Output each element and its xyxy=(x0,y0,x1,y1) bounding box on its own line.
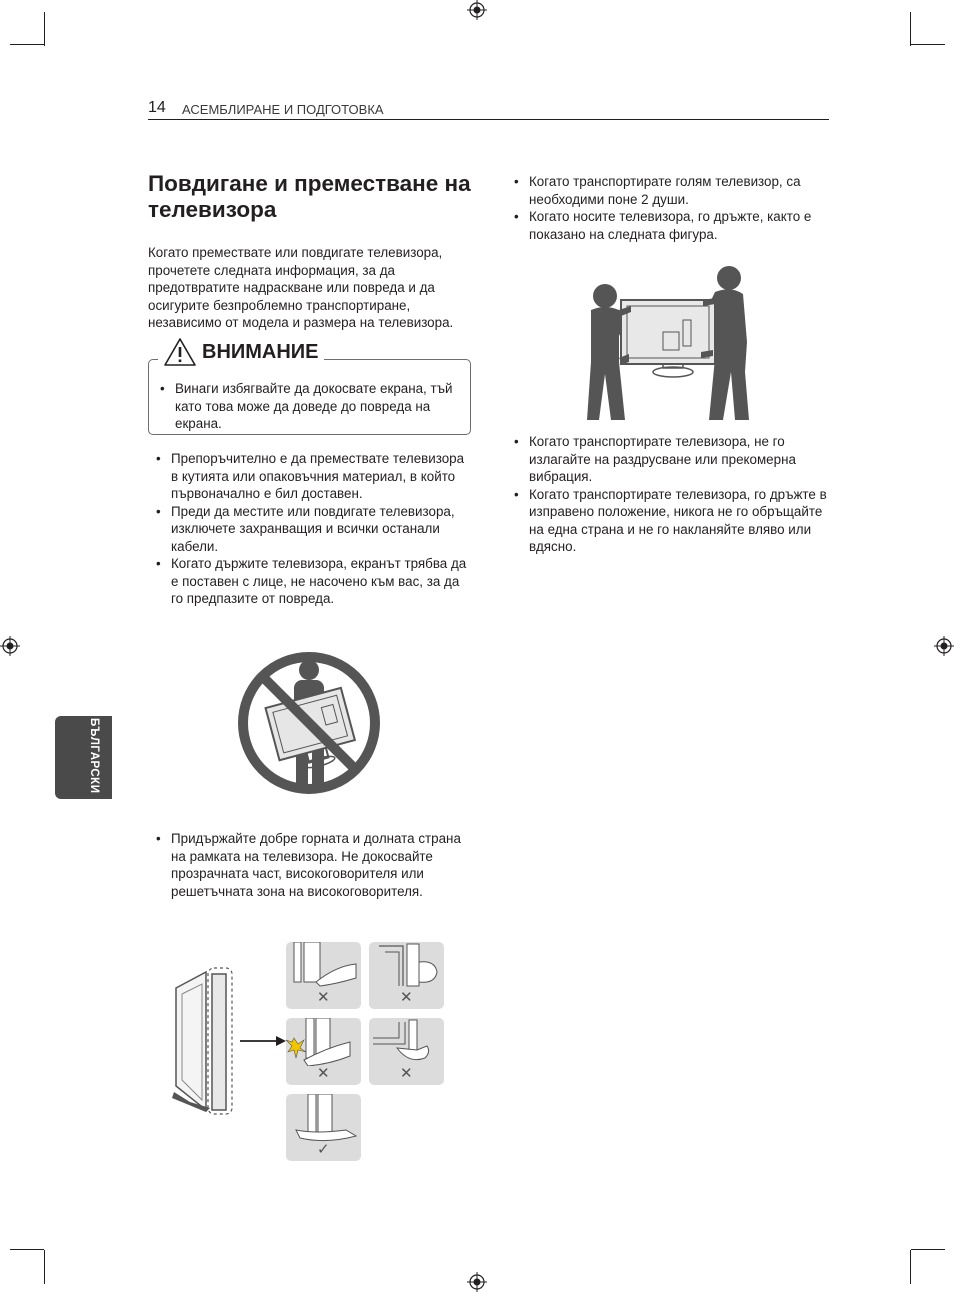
prohibited-carry-illustration xyxy=(236,650,382,796)
crop-mark xyxy=(911,1249,945,1250)
list-item: • Преди да местите или повдигате телевизора, изключете захранващия и всички останали кабели. xyxy=(156,503,474,556)
warning-triangle-icon xyxy=(163,337,197,367)
list-item: • Когато носите телевизора, го дръжте, както е показано на следната фигура. xyxy=(514,208,829,243)
wrong-mark-icon: ✕ xyxy=(317,1065,330,1082)
crop-mark xyxy=(44,1250,45,1284)
grip-panel-correct xyxy=(286,1094,361,1161)
list-item: • Когато държите телевизора, екранът трябва да е поставен с лице, не насочено към вас, за да го предпазите от повреда. xyxy=(156,555,474,608)
crop-mark xyxy=(44,12,45,46)
grip-panel-wrong xyxy=(286,942,361,1009)
page-number: 14 xyxy=(148,99,166,116)
crop-mark xyxy=(10,1249,44,1250)
wrong-mark-icon: ✕ xyxy=(317,989,330,1006)
list-item: • Когато транспортирате голям телевизор, са необходими поне 2 души. xyxy=(514,173,829,208)
wrong-mark-icon: ✕ xyxy=(400,1065,413,1082)
grip-hand-icon xyxy=(286,1094,361,1142)
vibration-list xyxy=(514,433,829,556)
list-item: • Когато транспортирате телевизора, не го излагайте на раздрусване или прекомерна вибрация. xyxy=(514,433,829,486)
registration-mark-icon xyxy=(467,0,487,20)
grip-hand-icon xyxy=(286,1018,361,1066)
language-tab xyxy=(55,716,112,799)
crop-mark xyxy=(911,44,945,45)
intro-paragraph: Когато премествате или повдигате телевизора, прочетете следната информация, за да предотвратите надраскване или повреда и да осигурите безпроблемно транспортиране, независимо от модела и размера на телевизора. xyxy=(148,245,454,330)
list-item: • Винаги избягвайте да докосвате екрана, тъй като това може да доведе до повреда на екрана. xyxy=(160,380,464,433)
two-person-carry-illustration xyxy=(585,262,751,422)
wrong-mark-icon: ✕ xyxy=(400,989,413,1006)
grip-hand-icon xyxy=(369,942,444,990)
grip-panel-wrong xyxy=(369,1018,444,1085)
grip-panel-wrong xyxy=(369,942,444,1009)
language-tab-label: БЪЛГАРСКИ xyxy=(88,718,100,794)
registration-mark-icon xyxy=(467,1272,487,1292)
section-title: АСЕМБЛИРАНЕ И ПОДГОТОВКА xyxy=(182,102,384,117)
crop-mark xyxy=(10,44,44,45)
caution-heading xyxy=(158,335,324,369)
correct-mark-icon: ✓ xyxy=(317,1141,330,1158)
handling-list xyxy=(156,450,474,608)
registration-mark-icon xyxy=(934,636,954,656)
page-title: Повдигане и преместване на телевизора xyxy=(148,171,471,222)
list-item: • Когато транспортирате телевизора, го дръжте в изправено положение, никога не го обръщайте на една страна и не го накланяйте вляво или вдясно. xyxy=(514,486,829,556)
crop-mark xyxy=(910,12,911,46)
list-item: • Придържайте добре горната и долната страна на рамката на телевизора. Не докосвайте прозрачната част, високоговорителя или решетъчната зона на високоговорителя. xyxy=(156,830,474,900)
tv-side-view-illustration xyxy=(160,962,290,1118)
header-rule xyxy=(148,119,829,120)
caution-list xyxy=(160,380,464,433)
transport-list xyxy=(514,173,829,243)
caution-label: ВНИМАНИЕ xyxy=(202,340,319,363)
list-item: • Препоръчително е да премествате телевизора в кутията или опаковъчния материал, в който първоначално е бил доставен. xyxy=(156,450,474,503)
crop-mark xyxy=(910,1250,911,1284)
registration-mark-icon xyxy=(0,636,20,656)
grip-panel-wrong xyxy=(286,1018,361,1085)
grip-hand-icon xyxy=(369,1018,444,1066)
grip-hand-icon xyxy=(286,942,361,990)
grip-list xyxy=(156,830,474,900)
